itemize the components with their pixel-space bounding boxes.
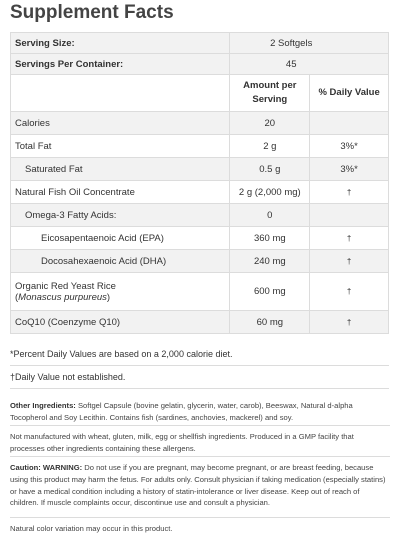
nutrient-dv: †: [310, 181, 389, 204]
nutrient-label: Eicosapentaenoic Acid (EPA): [11, 227, 230, 250]
nutrient-row: [11, 181, 389, 204]
nutrient-row: [11, 158, 389, 181]
nutrient-label-cell: Organic Red Yeast Rice (Monascus purpureus): [11, 273, 230, 311]
nutrient-row: [11, 273, 389, 311]
nutrient-amount: 60 mg: [230, 311, 310, 334]
nutrient-dv: †: [310, 273, 389, 311]
caution-text: Do not use if you are pregnant, may become pregnant, or are breast feeding, because using this product may harm the fetus. For adults only. Consult physician if taking medication (especially statins) or have a medical condition including a history of statin-intolerance or liver disease. Keep out of reach of children. If muscle complaints occur, discontinue use and consult a physician.: [10, 463, 386, 508]
nutrient-label: Natural Fish Oil Concentrate: [11, 181, 230, 204]
nutrient-dv: [310, 112, 389, 135]
nutrient-dv: 3%*: [310, 158, 389, 181]
nutrient-dv: †: [310, 227, 389, 250]
nutrient-amount: 20: [230, 112, 310, 135]
nutrient-amount: 0.5 g: [230, 158, 310, 181]
column-header-row: [11, 75, 389, 112]
nutrient-label: Calories: [11, 112, 230, 135]
nutrient-label: Organic Red Yeast Rice: [15, 280, 116, 292]
caution-label: Caution: WARNING:: [10, 463, 83, 472]
amount-per-serving-header: [230, 75, 310, 112]
nutrient-dv: †: [310, 311, 389, 334]
nutrient-amount: 240 mg: [230, 250, 310, 273]
supplement-facts-table: [10, 32, 389, 334]
caution-warning: [10, 462, 390, 509]
nutrient-label: Total Fat: [11, 135, 230, 158]
nutrient-label: Docosahexaenoic Acid (DHA): [11, 250, 230, 273]
servings-per-container-row: [11, 54, 389, 75]
nutrient-label: Saturated Fat: [11, 158, 230, 181]
divider: [10, 425, 390, 426]
nutrient-dv: 3%*: [310, 135, 389, 158]
nutrient-row: [11, 227, 389, 250]
amount-header-line1: Amount per: [243, 80, 297, 91]
nutrient-amount: 360 mg: [230, 227, 310, 250]
nutrient-row: [11, 135, 389, 158]
color-variation-note: Natural color variation may occur in this product.: [10, 524, 173, 533]
other-ingredients: [10, 400, 390, 424]
nutrient-row: [11, 250, 389, 273]
serving-size-label: Serving Size:: [11, 33, 230, 54]
header-blank-cell: [11, 75, 230, 112]
serving-size-row: [11, 33, 389, 54]
serving-size-value: 2 Softgels: [230, 33, 389, 54]
servings-per-container-label: Servings Per Container:: [11, 54, 230, 75]
nutrient-label: Omega-3 Fatty Acids:: [11, 204, 230, 227]
nutrient-label: CoQ10 (Coenzyme Q10): [11, 311, 230, 334]
nutrient-row: [11, 311, 389, 334]
daily-value-footnote: *Percent Daily Values are based on a 2,000 calorie diet.: [10, 349, 389, 366]
nutrient-amount: 0: [230, 204, 310, 227]
other-ingredients-text: Softgel Capsule (bovine gelatin, glycerin, water, carob), Beeswax, Natural d-alpha Tocopherol and Soy Lecithin. Contains fish (sardines, anchovies, mackerel) and soy.: [10, 401, 353, 422]
manufacturing-statement: Not manufactured with wheat, gluten, milk, egg or shellfish ingredients. Produced in a GMP facility that processes other ingredients containing these allergens.: [10, 432, 354, 453]
nutrient-amount: 2 g (2,000 mg): [230, 181, 310, 204]
nutrient-row: [11, 204, 389, 227]
servings-per-container-value: 45: [230, 54, 389, 75]
supplement-facts-title: Supplement Facts: [10, 2, 174, 23]
divider: [10, 517, 390, 518]
nutrient-dv: [310, 204, 389, 227]
nutrient-amount: 600 mg: [230, 273, 310, 311]
nutrient-dv: †: [310, 250, 389, 273]
dagger-footnote: †Daily Value not established.: [10, 372, 389, 389]
other-ingredients-label: Other Ingredients:: [10, 401, 76, 410]
nutrient-row: [11, 112, 389, 135]
nutrient-sublabel: Monascus purpureus: [18, 291, 107, 303]
divider: [10, 456, 390, 457]
daily-value-header: % Daily Value: [310, 75, 389, 112]
amount-header-line2: Serving: [252, 94, 288, 105]
nutrient-amount: 2 g: [230, 135, 310, 158]
